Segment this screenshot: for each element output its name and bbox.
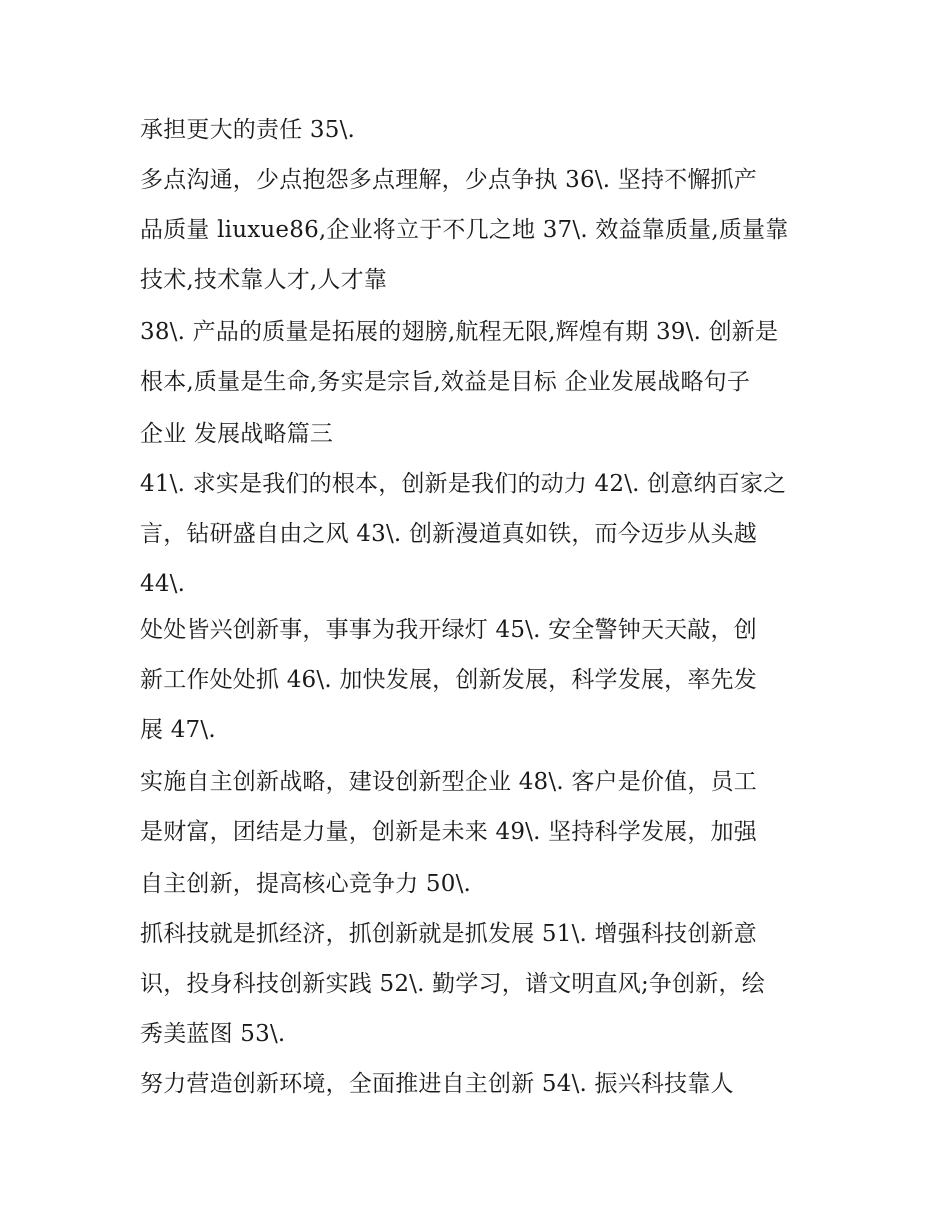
text-line: 41\. 求实是我们的根本，创新是我们的动力 42\. 创意纳百家之	[140, 471, 787, 497]
text-line: 品质量 liuxue86,企业将立于不几之地 37\. 效益靠质量,质量靠	[140, 217, 789, 243]
text-line: 技术,技术靠人才,人才靠	[140, 267, 388, 293]
text-line: 努力营造创新环境，全面推进自主创新 54\. 振兴科技靠人	[140, 1071, 734, 1097]
text-line: 展 47\.	[140, 717, 216, 743]
text-line: 是财富，团结是力量，创新是未来 49\. 坚持科学发展，加强	[140, 819, 757, 845]
text-line: 承担更大的责任 35\.	[140, 117, 356, 143]
text-line: 企业 发展战略篇三	[140, 421, 334, 447]
text-line: 多点沟通，少点抱怨多点理解，少点争执 36\. 坚持不懈抓产	[140, 167, 757, 193]
text-line: 抓科技就是抓经济，抓创新就是抓发展 51\. 增强科技创新意	[140, 921, 757, 947]
text-line: 44\.	[140, 571, 186, 597]
text-line: 新工作处处抓 46\. 加快发展，创新发展，科学发展，率先发	[140, 667, 757, 693]
text-line: 实施自主创新战略，建设创新型企业 48\. 客户是价值，员工	[140, 769, 757, 795]
text-line: 识，投身科技创新实践 52\. 勤学习，谱文明直风;争创新，绘	[140, 971, 765, 997]
text-line: 根本,质量是生命,务实是宗旨,效益是目标 企业发展战略句子	[140, 369, 751, 395]
text-line: 38\. 产品的质量是拓展的翅膀,航程无限,辉煌有期 39\. 创新是	[140, 319, 779, 345]
text-line: 秀美蓝图 53\.	[140, 1021, 286, 1047]
text-line: 言，钻研盛自由之风 43\. 创新漫道真如铁，而今迈步从头越	[140, 521, 757, 547]
text-line: 自主创新，提高核心竞争力 50\.	[140, 871, 472, 897]
text-line: 处处皆兴创新事，事事为我开绿灯 45\. 安全警钟天天敲，创	[140, 617, 757, 643]
